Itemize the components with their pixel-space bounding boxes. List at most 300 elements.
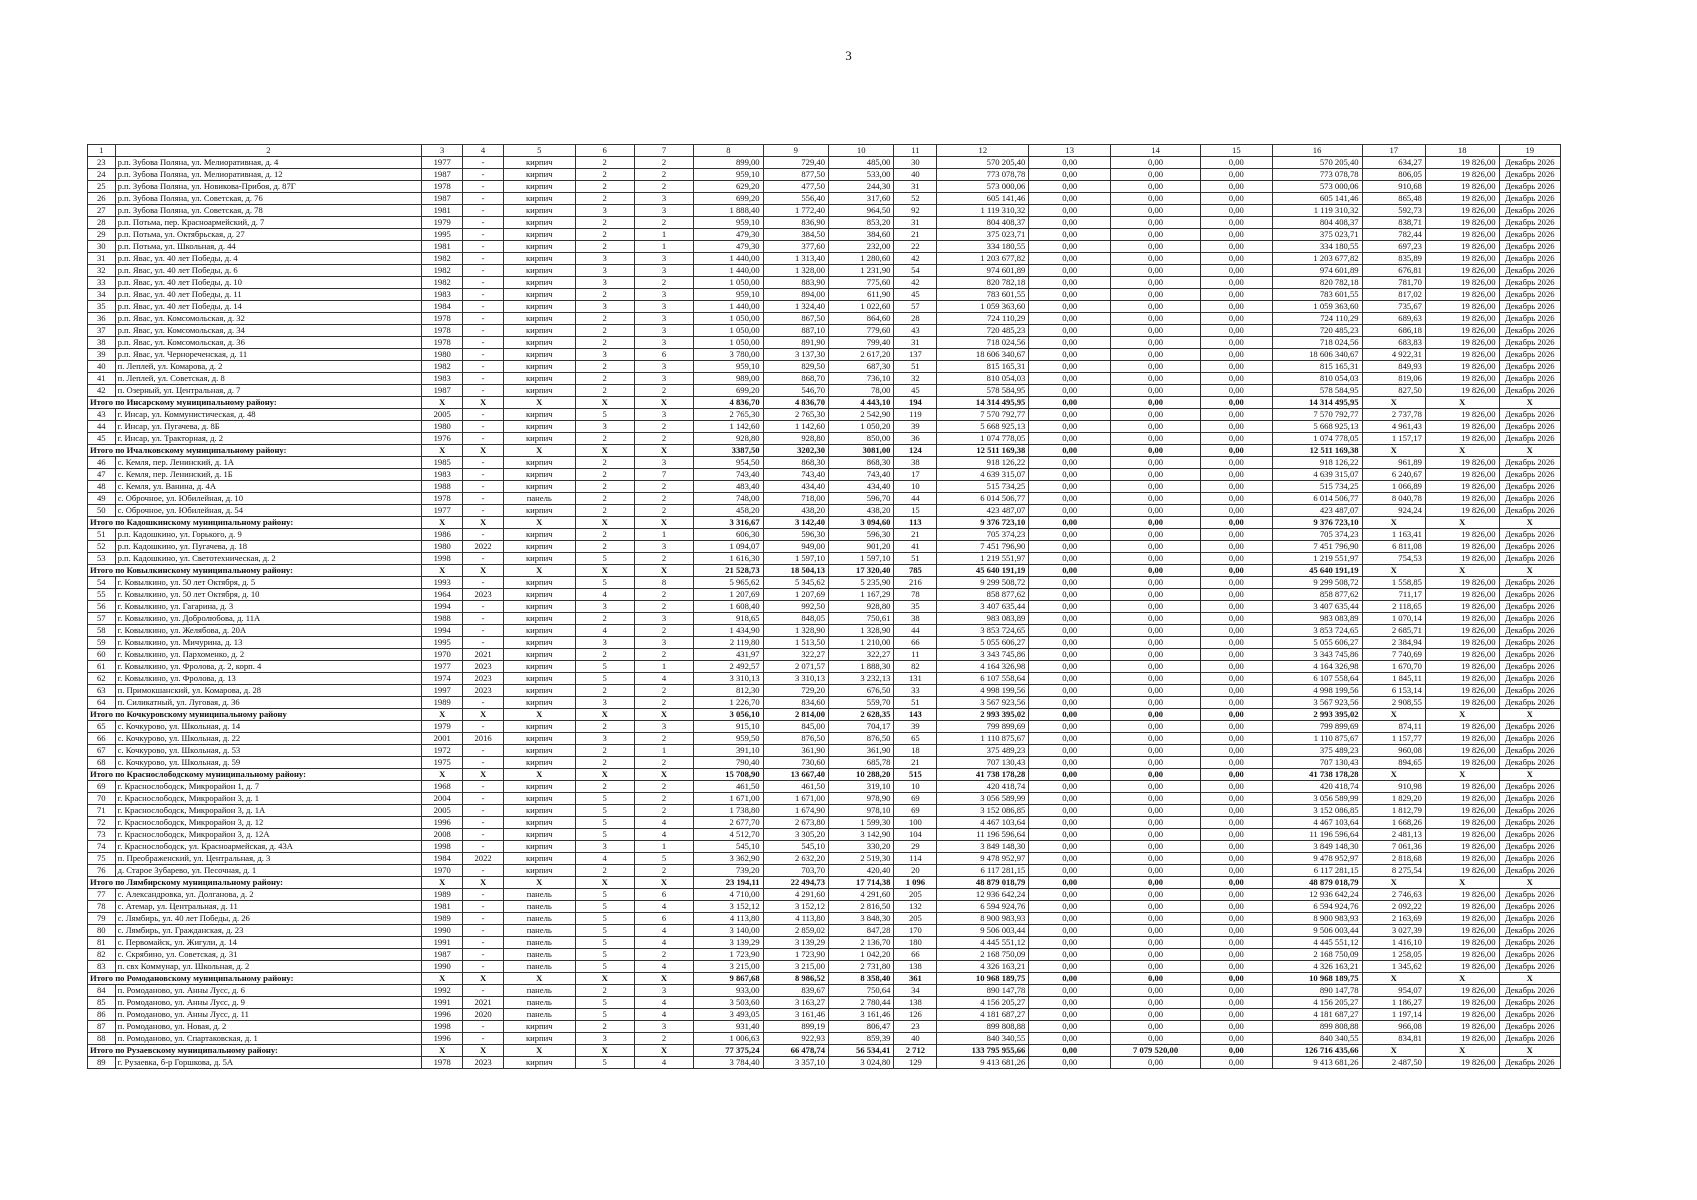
table-cell: 0,00 — [1029, 601, 1111, 613]
table-cell: 42 — [894, 253, 937, 265]
district-total-row — [88, 1045, 1561, 1057]
table-cell: 66 — [894, 949, 937, 961]
table-cell: - — [463, 361, 504, 373]
address-cell: р.п. Явас, ул. Комсомольская, д. 36 — [115, 337, 422, 349]
table-cell: 1987 — [422, 193, 463, 205]
table-cell: 19 826,00 — [1425, 889, 1499, 901]
table-cell: 24 — [88, 169, 116, 181]
table-cell: 899,19 — [763, 1021, 828, 1033]
table-cell: 79 — [88, 913, 116, 925]
table-cell: 3 357,10 — [763, 1057, 828, 1069]
table-cell: 65 — [894, 733, 937, 745]
table-cell: 19 826,00 — [1425, 1009, 1499, 1021]
table-cell: 7 570 792,77 — [1272, 409, 1362, 421]
table-cell: 0,00 — [1029, 841, 1111, 853]
table-cell: 3 493,05 — [694, 1009, 764, 1021]
table-cell: 960,08 — [1362, 745, 1425, 757]
table-cell: 35 — [88, 301, 116, 313]
table-cell: 29 — [894, 841, 937, 853]
table-cell: 2004 — [422, 793, 463, 805]
table-row — [88, 781, 1561, 793]
table-cell: Декабрь 2026 — [1499, 181, 1560, 193]
total-cell: X — [504, 973, 576, 985]
table-cell: 119 — [894, 409, 937, 421]
table-cell: 0,00 — [1029, 649, 1111, 661]
total-cell: 56 534,41 — [829, 1045, 894, 1057]
table-cell: 1 059 363,60 — [1272, 301, 1362, 313]
table-cell: 19 826,00 — [1425, 913, 1499, 925]
table-cell: 0,00 — [1111, 913, 1201, 925]
table-cell: 33 — [894, 685, 937, 697]
table-cell: Декабрь 2026 — [1499, 841, 1560, 853]
table-cell: 689,63 — [1362, 313, 1425, 325]
table-row — [88, 937, 1561, 949]
table-cell: 1997 — [422, 685, 463, 697]
address-cell: р.п. Явас, ул. Комсомольская, д. 32 — [115, 313, 422, 325]
table-cell: 0,00 — [1111, 733, 1201, 745]
table-cell: 3 503,60 — [694, 997, 764, 1009]
table-cell: 67 — [88, 745, 116, 757]
table-cell: 0,00 — [1201, 217, 1273, 229]
total-cell: X — [634, 517, 693, 529]
table-cell: 703,70 — [763, 865, 828, 877]
table-cell: 19 826,00 — [1425, 901, 1499, 913]
table-cell: 4 — [634, 829, 693, 841]
table-cell: 570 205,40 — [1272, 157, 1362, 169]
table-cell: - — [463, 349, 504, 361]
table-cell: 1996 — [422, 817, 463, 829]
table-cell: Декабрь 2026 — [1499, 169, 1560, 181]
total-cell: 14 314 495,95 — [937, 397, 1029, 409]
table-cell: 954,07 — [1362, 985, 1425, 997]
table-cell: 19 826,00 — [1425, 1021, 1499, 1033]
table-cell: 611,90 — [829, 289, 894, 301]
table-cell: 2 092,22 — [1362, 901, 1425, 913]
table-cell: 891,90 — [763, 337, 828, 349]
table-cell: кирпич — [504, 1057, 576, 1069]
total-cell: X — [1425, 397, 1499, 409]
total-cell: 17 714,38 — [829, 877, 894, 889]
table-cell: 0,00 — [1201, 757, 1273, 769]
table-cell: 31 — [894, 337, 937, 349]
table-cell: 779,60 — [829, 325, 894, 337]
table-cell: 5 — [575, 673, 634, 685]
table-cell: 2 746,63 — [1362, 889, 1425, 901]
table-row — [88, 637, 1561, 649]
table-cell: 0,00 — [1201, 577, 1273, 589]
table-cell: 1998 — [422, 841, 463, 853]
table-cell: 2 — [634, 277, 693, 289]
table-cell: 5 — [575, 937, 634, 949]
table-cell: 0,00 — [1111, 265, 1201, 277]
table-cell: кирпич — [504, 505, 576, 517]
table-cell: Декабрь 2026 — [1499, 829, 1560, 841]
table-cell: 570 205,40 — [937, 157, 1029, 169]
table-cell: 54 — [88, 577, 116, 589]
table-cell: 743,40 — [763, 469, 828, 481]
table-cell: - — [463, 889, 504, 901]
table-cell: кирпич — [504, 673, 576, 685]
table-cell: 735,67 — [1362, 301, 1425, 313]
table-cell: 19 826,00 — [1425, 469, 1499, 481]
table-cell: 931,40 — [694, 1021, 764, 1033]
table-cell: 959,10 — [694, 289, 764, 301]
table-cell: 4 291,60 — [763, 889, 828, 901]
address-cell: р.п. Явас, ул. Комсомольская, д. 34 — [115, 325, 422, 337]
table-row — [88, 997, 1561, 1009]
table-cell: 858 877,62 — [1272, 589, 1362, 601]
table-cell: - — [463, 697, 504, 709]
table-cell: 2 — [575, 289, 634, 301]
table-cell: - — [463, 253, 504, 265]
table-cell: 1989 — [422, 697, 463, 709]
total-cell: 0,00 — [1111, 445, 1201, 457]
table-row — [88, 577, 1561, 589]
table-cell: 0,00 — [1029, 361, 1111, 373]
address-cell: р.п. Кадошкино, ул. Горького, д. 9 — [115, 529, 422, 541]
table-cell: 959,50 — [694, 733, 764, 745]
table-cell: 19 826,00 — [1425, 457, 1499, 469]
address-cell: с. Атемар, ул. Центральная, д. 11 — [115, 901, 422, 913]
address-cell: г. Краснослободск, ул. Красноармейская, д. 43А — [115, 841, 422, 853]
table-cell: 1 119 310,32 — [937, 205, 1029, 217]
table-cell: 0,00 — [1029, 853, 1111, 865]
table-cell: 0,00 — [1111, 205, 1201, 217]
table-cell: кирпич — [504, 625, 576, 637]
table-cell: 964,50 — [829, 205, 894, 217]
table-cell: 1 197,14 — [1362, 1009, 1425, 1021]
table-cell: 1 — [634, 841, 693, 853]
table-cell: 51 — [894, 361, 937, 373]
table-cell: 0,00 — [1201, 241, 1273, 253]
table-cell: 19 826,00 — [1425, 217, 1499, 229]
table-cell: 19 826,00 — [1425, 649, 1499, 661]
table-cell: 0,00 — [1201, 841, 1273, 853]
table-cell: 1 328,00 — [763, 265, 828, 277]
table-cell: 1970 — [422, 865, 463, 877]
table-cell: 3 056 589,99 — [937, 793, 1029, 805]
table-row — [88, 229, 1561, 241]
table-cell: 70 — [88, 793, 116, 805]
table-cell: 0,00 — [1029, 673, 1111, 685]
total-cell: 0,00 — [1201, 709, 1273, 721]
table-cell: 32 — [88, 265, 116, 277]
total-cell: X — [422, 445, 463, 457]
address-cell: с. Кочкурово, ул. Школьная, д. 53 — [115, 745, 422, 757]
district-total-label: Итого по Кадошкинскому муниципальному району: — [88, 517, 422, 529]
table-cell: 0,00 — [1111, 1021, 1201, 1033]
table-cell: 4 — [634, 1057, 693, 1069]
table-cell: 1 670,70 — [1362, 661, 1425, 673]
total-cell: 0,00 — [1029, 973, 1111, 985]
table-cell: 44 — [894, 625, 937, 637]
table-cell: 1 723,90 — [694, 949, 764, 961]
table-cell: 84 — [88, 985, 116, 997]
table-cell: 0,00 — [1201, 925, 1273, 937]
table-cell: 0,00 — [1111, 313, 1201, 325]
table-cell: 2 — [634, 793, 693, 805]
table-row — [88, 241, 1561, 253]
table-cell: 1977 — [422, 505, 463, 517]
total-cell: 12 511 169,38 — [1272, 445, 1362, 457]
total-cell: X — [463, 769, 504, 781]
table-cell: 39 — [894, 721, 937, 733]
table-cell: 928,80 — [763, 433, 828, 445]
table-cell: 699,20 — [694, 385, 764, 397]
table-cell: 949,00 — [763, 541, 828, 553]
table-cell: Декабрь 2026 — [1499, 205, 1560, 217]
total-cell: 0,00 — [1201, 1045, 1273, 1057]
table-cell: 573 000,06 — [1272, 181, 1362, 193]
table-cell: 19 826,00 — [1425, 685, 1499, 697]
table-cell: 918,65 — [694, 613, 764, 625]
table-cell: 384,60 — [829, 229, 894, 241]
district-total-label: Итого по Инсарскому муниципальному району: — [88, 397, 422, 409]
address-cell: г. Ковылкино, ул. Фролова, д. 13 — [115, 673, 422, 685]
table-cell: 815 165,31 — [1272, 361, 1362, 373]
table-cell: Декабрь 2026 — [1499, 313, 1560, 325]
table-cell: 6 117 281,15 — [937, 865, 1029, 877]
table-cell: 705 374,23 — [1272, 529, 1362, 541]
table-cell: 0,00 — [1111, 169, 1201, 181]
table-cell: 890 147,78 — [1272, 985, 1362, 997]
table-row — [88, 829, 1561, 841]
table-cell: кирпич — [504, 385, 576, 397]
table-row — [88, 325, 1561, 337]
total-cell: X — [422, 565, 463, 577]
table-cell: 2 617,20 — [829, 349, 894, 361]
total-cell: 15 708,90 — [694, 769, 764, 781]
total-cell: X — [1425, 445, 1499, 457]
table-cell: 2 — [575, 541, 634, 553]
table-cell: 38 — [894, 457, 937, 469]
table-cell: 57 — [88, 613, 116, 625]
table-cell: 0,00 — [1111, 853, 1201, 865]
table-cell: 2 — [634, 865, 693, 877]
table-cell: 0,00 — [1029, 757, 1111, 769]
table-cell: 0,00 — [1201, 685, 1273, 697]
table-cell: 129 — [894, 1057, 937, 1069]
table-row — [88, 673, 1561, 685]
table-cell: кирпич — [504, 433, 576, 445]
table-cell: 0,00 — [1029, 805, 1111, 817]
address-cell: п. Ромоданово, ул. Анны Лусс, д. 11 — [115, 1009, 422, 1021]
total-cell: 0,00 — [1201, 445, 1273, 457]
table-cell: 799 899,69 — [1272, 721, 1362, 733]
table-cell: - — [463, 961, 504, 973]
table-cell: 4 — [575, 625, 634, 637]
column-number-cell: 18 — [1425, 145, 1499, 157]
table-cell: 883,90 — [763, 277, 828, 289]
table-cell: 2021 — [463, 997, 504, 1009]
table-cell: 19 826,00 — [1425, 181, 1499, 193]
table-cell: 319,10 — [829, 781, 894, 793]
table-cell: 0,00 — [1201, 913, 1273, 925]
table-cell: панель — [504, 961, 576, 973]
table-cell: 5 — [575, 577, 634, 589]
table-cell: 423 487,07 — [1272, 505, 1362, 517]
table-cell: 0,00 — [1111, 961, 1201, 973]
table-cell: 781,70 — [1362, 277, 1425, 289]
table-cell: 3 152 086,85 — [1272, 805, 1362, 817]
table-cell: 1977 — [422, 157, 463, 169]
address-cell: р.п. Потьма, пер. Красноармейский, д. 7 — [115, 217, 422, 229]
table-cell: 2 — [634, 625, 693, 637]
table-cell: 2 765,30 — [694, 409, 764, 421]
total-cell: X — [575, 769, 634, 781]
table-cell: Декабрь 2026 — [1499, 685, 1560, 697]
table-cell: 8 040,78 — [1362, 493, 1425, 505]
table-cell: 4 181 687,27 — [1272, 1009, 1362, 1021]
table-cell: 41 — [894, 541, 937, 553]
address-cell: г. Ковылкино, ул. 50 лет Октября, д. 5 — [115, 577, 422, 589]
table-cell: 3 — [575, 277, 634, 289]
total-cell: X — [634, 397, 693, 409]
table-row — [88, 901, 1561, 913]
total-cell: 133 795 955,66 — [937, 1045, 1029, 1057]
table-cell: 2 685,71 — [1362, 625, 1425, 637]
table-cell: 2 — [575, 181, 634, 193]
table-cell: 2 — [575, 649, 634, 661]
total-cell: X — [1425, 517, 1499, 529]
table-cell: 3 215,00 — [763, 961, 828, 973]
table-cell: Декабрь 2026 — [1499, 493, 1560, 505]
table-cell: Декабрь 2026 — [1499, 745, 1560, 757]
table-cell: 1 845,11 — [1362, 673, 1425, 685]
table-cell: 676,81 — [1362, 265, 1425, 277]
table-cell: 0,00 — [1029, 985, 1111, 997]
table-cell: 899 808,88 — [1272, 1021, 1362, 1033]
column-number-cell: 4 — [463, 145, 504, 157]
table-cell: 4 — [575, 589, 634, 601]
address-cell: р.п. Явас, ул. 40 лет Победы, д. 11 — [115, 289, 422, 301]
table-cell: 0,00 — [1029, 493, 1111, 505]
table-row — [88, 853, 1561, 865]
table-cell: 0,00 — [1111, 949, 1201, 961]
table-cell: 1 599,30 — [829, 817, 894, 829]
table-cell: 874,11 — [1362, 721, 1425, 733]
table-cell: 19 826,00 — [1425, 589, 1499, 601]
table-cell: 0,00 — [1111, 421, 1201, 433]
table-cell: 2 — [634, 685, 693, 697]
table-cell: кирпич — [504, 853, 576, 865]
table-cell: Декабрь 2026 — [1499, 625, 1560, 637]
table-cell: 0,00 — [1201, 313, 1273, 325]
table-cell: Декабрь 2026 — [1499, 433, 1560, 445]
table-cell: - — [463, 433, 504, 445]
total-cell: X — [1499, 769, 1560, 781]
total-cell: X — [575, 397, 634, 409]
table-cell: - — [463, 829, 504, 841]
table-cell: 322,27 — [763, 649, 828, 661]
table-cell: 38 — [894, 613, 937, 625]
table-cell: кирпич — [504, 757, 576, 769]
table-cell: 1 513,50 — [763, 637, 828, 649]
table-cell: 707 130,43 — [937, 757, 1029, 769]
table-cell: 32 — [894, 373, 937, 385]
table-cell: 743,40 — [829, 469, 894, 481]
table-cell: 1 608,40 — [694, 601, 764, 613]
table-cell: 0,00 — [1201, 205, 1273, 217]
table-cell: 86 — [88, 1009, 116, 1021]
table-cell: 361,90 — [763, 745, 828, 757]
address-cell: г. Краснослободск, Микрорайон 3, д. 12 — [115, 817, 422, 829]
table-cell: кирпич — [504, 181, 576, 193]
table-cell: 810 054,03 — [937, 373, 1029, 385]
address-cell: г. Краснослободск, Микрорайон 3, д. 1А — [115, 805, 422, 817]
table-cell: 4 512,70 — [694, 829, 764, 841]
table-cell: 0,00 — [1029, 469, 1111, 481]
table-cell: 3 — [575, 637, 634, 649]
address-cell: р.п. Зубова Поляна, ул. Советская, д. 78 — [115, 205, 422, 217]
address-cell: п. Силикатный, ул. Луговая, д. 36 — [115, 697, 422, 709]
table-cell: 19 826,00 — [1425, 985, 1499, 997]
table-cell: 748,00 — [694, 493, 764, 505]
table-cell: 1978 — [422, 337, 463, 349]
table-cell: 1 050,00 — [694, 337, 764, 349]
table-cell: 2 — [634, 553, 693, 565]
table-cell: Декабрь 2026 — [1499, 1057, 1560, 1069]
table-cell: 6 594 924,76 — [937, 901, 1029, 913]
total-cell: 0,00 — [1029, 709, 1111, 721]
table-cell: Декабрь 2026 — [1499, 697, 1560, 709]
table-cell: 2 737,78 — [1362, 409, 1425, 421]
table-cell: 4 156 205,27 — [937, 997, 1029, 1009]
table-cell: 1981 — [422, 205, 463, 217]
total-cell: X — [1362, 517, 1425, 529]
total-cell: X — [575, 565, 634, 577]
table-cell: 5 668 925,13 — [1272, 421, 1362, 433]
table-row — [88, 985, 1561, 997]
total-cell: X — [504, 517, 576, 529]
table-row — [88, 625, 1561, 637]
table-cell: 35 — [894, 601, 937, 613]
table-cell: 40 — [894, 1033, 937, 1045]
table-cell: 479,30 — [694, 229, 764, 241]
table-cell: 62 — [88, 673, 116, 685]
table-row — [88, 337, 1561, 349]
table-cell: Декабрь 2026 — [1499, 457, 1560, 469]
table-cell: 1 888,40 — [694, 205, 764, 217]
table-cell: 773 078,78 — [937, 169, 1029, 181]
total-cell: 3 056,10 — [694, 709, 764, 721]
table-cell: 0,00 — [1111, 841, 1201, 853]
table-cell: 9 478 952,97 — [1272, 853, 1362, 865]
total-cell: X — [1499, 709, 1560, 721]
total-cell: X — [422, 973, 463, 985]
table-cell: 6 811,08 — [1362, 541, 1425, 553]
table-cell: 2020 — [463, 1009, 504, 1021]
table-cell: 3 343 745,86 — [1272, 649, 1362, 661]
table-row — [88, 805, 1561, 817]
table-cell: 820 782,18 — [1272, 277, 1362, 289]
table-cell: 1 231,90 — [829, 265, 894, 277]
table-cell: 5 — [575, 961, 634, 973]
table-cell: 1984 — [422, 853, 463, 865]
table-cell: кирпич — [504, 157, 576, 169]
table-cell: 992,50 — [763, 601, 828, 613]
table-row — [88, 409, 1561, 421]
total-cell: X — [1362, 397, 1425, 409]
table-cell: 19 826,00 — [1425, 385, 1499, 397]
total-cell: X — [634, 973, 693, 985]
table-cell: 0,00 — [1201, 865, 1273, 877]
table-cell: Декабрь 2026 — [1499, 553, 1560, 565]
table-cell: 7 061,36 — [1362, 841, 1425, 853]
table-cell: 634,27 — [1362, 157, 1425, 169]
table-cell: 19 826,00 — [1425, 325, 1499, 337]
table-cell: Декабрь 2026 — [1499, 613, 1560, 625]
